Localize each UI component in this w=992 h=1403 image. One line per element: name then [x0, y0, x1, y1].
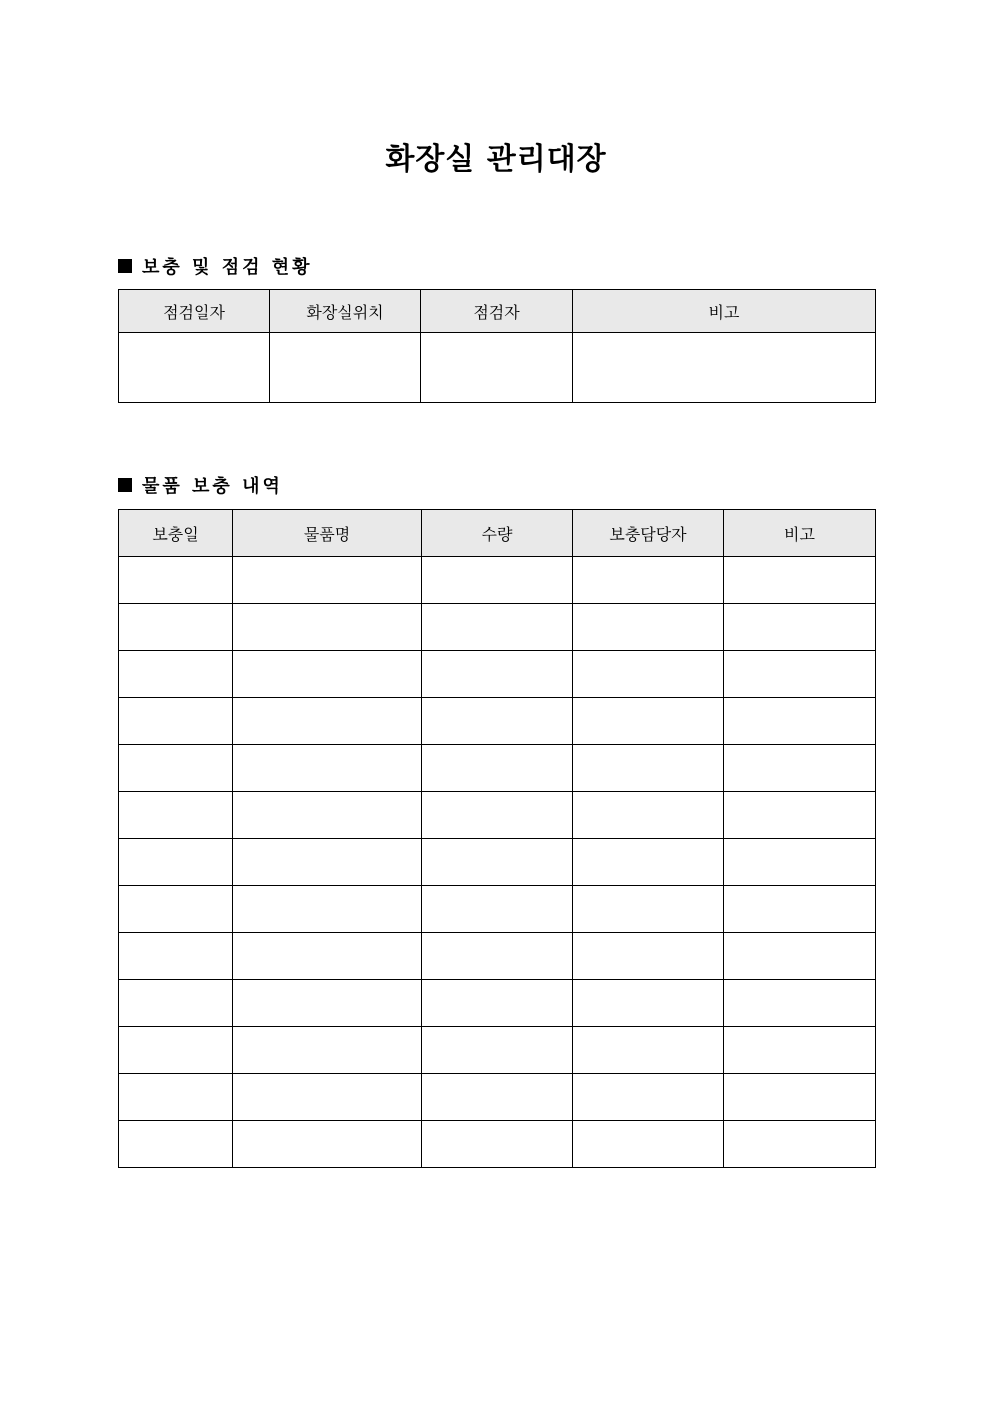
table-cell[interactable]	[724, 745, 876, 792]
table-cell[interactable]	[119, 1027, 233, 1074]
column-header-inspection-date: 점검일자	[119, 290, 270, 333]
table-cell[interactable]	[119, 698, 233, 745]
table-cell[interactable]	[422, 1121, 573, 1168]
table-cell[interactable]	[724, 604, 876, 651]
section-heading-label: 물품 보충 내역	[142, 476, 283, 497]
table-cell[interactable]	[119, 1074, 233, 1121]
square-bullet-icon	[118, 259, 132, 273]
inspection-table	[118, 289, 876, 403]
column-header-inspector: 점검자	[421, 290, 573, 333]
table-row	[119, 886, 876, 933]
column-header-remarks: 비고	[724, 510, 876, 557]
table-cell[interactable]	[119, 980, 233, 1027]
table-cell[interactable]	[573, 1027, 724, 1074]
table-cell[interactable]	[270, 333, 421, 403]
table-cell[interactable]	[573, 886, 724, 933]
table-cell[interactable]	[573, 557, 724, 604]
supply-table	[118, 509, 876, 1168]
table-row	[119, 980, 876, 1027]
table-cell[interactable]	[233, 557, 422, 604]
section-heading-supply	[118, 472, 283, 498]
table-row	[119, 557, 876, 604]
table-cell[interactable]	[422, 557, 573, 604]
table-row	[119, 1027, 876, 1074]
column-header-quantity: 수량	[422, 510, 573, 557]
table-cell[interactable]	[724, 886, 876, 933]
table-cell[interactable]	[724, 651, 876, 698]
table-cell[interactable]	[573, 839, 724, 886]
table-cell[interactable]	[573, 792, 724, 839]
table-cell[interactable]	[422, 1027, 573, 1074]
table-cell[interactable]	[422, 980, 573, 1027]
column-header-item-name: 물품명	[233, 510, 422, 557]
table-cell[interactable]	[233, 980, 422, 1027]
column-header-remarks: 비고	[573, 290, 876, 333]
table-row	[119, 604, 876, 651]
table-cell[interactable]	[573, 1074, 724, 1121]
table-cell[interactable]	[573, 933, 724, 980]
table-cell[interactable]	[233, 651, 422, 698]
table-cell[interactable]	[233, 745, 422, 792]
table-cell[interactable]	[119, 333, 270, 403]
table-cell[interactable]	[422, 745, 573, 792]
table-cell[interactable]	[422, 604, 573, 651]
table-cell[interactable]	[724, 980, 876, 1027]
table-cell[interactable]	[233, 839, 422, 886]
table-cell[interactable]	[573, 980, 724, 1027]
table-cell[interactable]	[573, 604, 724, 651]
table-row	[119, 333, 876, 403]
table-cell[interactable]	[724, 792, 876, 839]
table-cell[interactable]	[119, 604, 233, 651]
table-row	[119, 745, 876, 792]
table-cell[interactable]	[724, 698, 876, 745]
table-row	[119, 933, 876, 980]
table-cell[interactable]	[119, 839, 233, 886]
page-title: 화장실 관리대장	[385, 142, 607, 177]
table-cell[interactable]	[233, 1074, 422, 1121]
table-row	[119, 698, 876, 745]
table-cell[interactable]	[119, 1121, 233, 1168]
column-header-supply-manager: 보충담당자	[573, 510, 724, 557]
table-cell[interactable]	[422, 1074, 573, 1121]
square-bullet-icon	[118, 478, 132, 492]
table-row	[119, 792, 876, 839]
table-header-row	[119, 290, 876, 333]
table-row	[119, 1121, 876, 1168]
table-cell[interactable]	[724, 1074, 876, 1121]
table-row	[119, 839, 876, 886]
table-cell[interactable]	[119, 886, 233, 933]
table-cell[interactable]	[422, 651, 573, 698]
table-cell[interactable]	[724, 1121, 876, 1168]
table-cell[interactable]	[573, 1121, 724, 1168]
table-cell[interactable]	[573, 333, 876, 403]
table-cell[interactable]	[421, 333, 573, 403]
table-cell[interactable]	[422, 698, 573, 745]
table-cell[interactable]	[573, 745, 724, 792]
table-cell[interactable]	[119, 933, 233, 980]
table-cell[interactable]	[422, 792, 573, 839]
table-cell[interactable]	[422, 839, 573, 886]
table-cell[interactable]	[573, 698, 724, 745]
table-cell[interactable]	[724, 557, 876, 604]
table-cell[interactable]	[422, 933, 573, 980]
column-header-restroom-location: 화장실위치	[270, 290, 421, 333]
table-cell[interactable]	[573, 651, 724, 698]
table-cell[interactable]	[119, 792, 233, 839]
table-cell[interactable]	[119, 745, 233, 792]
table-cell[interactable]	[233, 1027, 422, 1074]
table-cell[interactable]	[233, 604, 422, 651]
section-heading-label: 보충 및 점검 현황	[142, 257, 313, 278]
table-cell[interactable]	[233, 1121, 422, 1168]
table-header-row	[119, 510, 876, 557]
column-header-supply-date: 보충일	[119, 510, 233, 557]
table-cell[interactable]	[233, 886, 422, 933]
table-row	[119, 651, 876, 698]
table-cell[interactable]	[724, 933, 876, 980]
table-cell[interactable]	[233, 698, 422, 745]
table-cell[interactable]	[724, 1027, 876, 1074]
table-cell[interactable]	[119, 651, 233, 698]
section-heading-inspection	[118, 253, 313, 279]
table-row	[119, 1074, 876, 1121]
table-cell[interactable]	[233, 792, 422, 839]
table-cell[interactable]	[119, 557, 233, 604]
table-cell[interactable]	[422, 886, 573, 933]
table-cell[interactable]	[233, 933, 422, 980]
table-cell[interactable]	[724, 839, 876, 886]
